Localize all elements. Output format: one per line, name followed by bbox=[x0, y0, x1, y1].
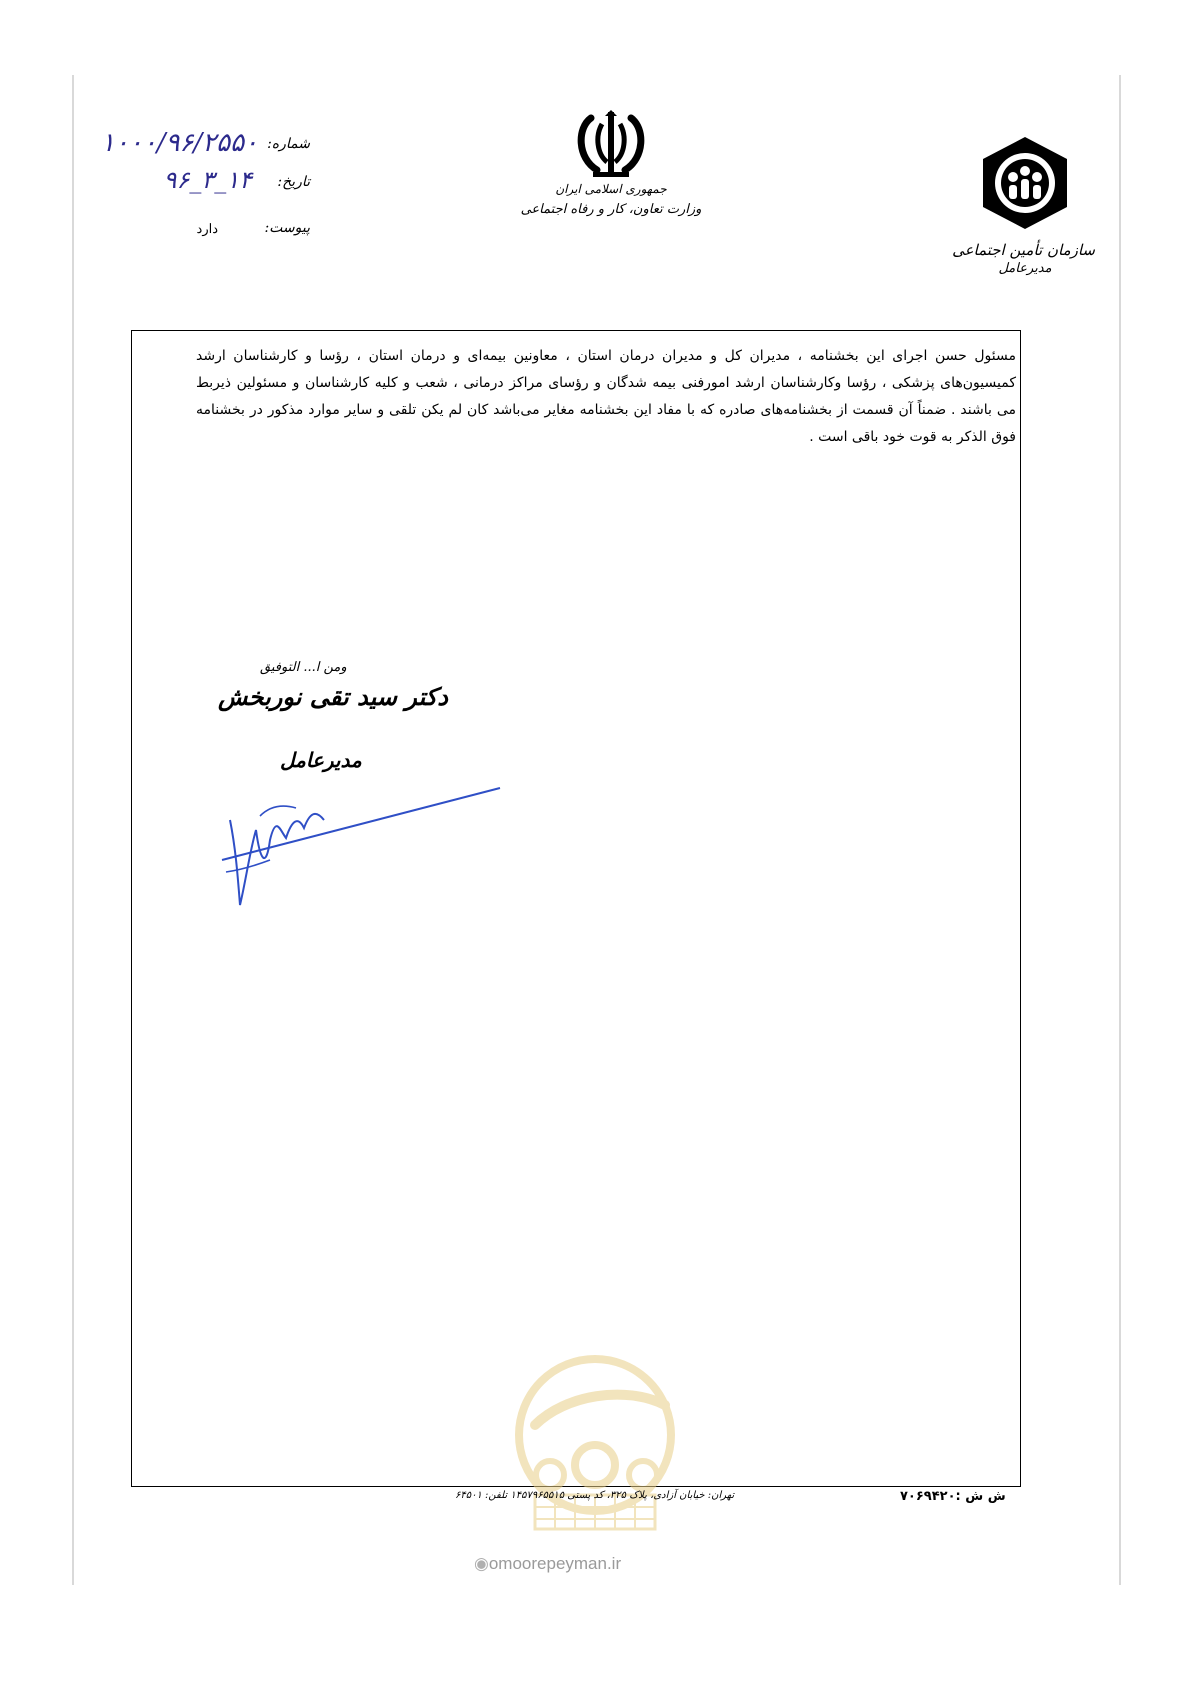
emblem-republic-text: جمهوری اسلامی ایران bbox=[555, 182, 667, 196]
number-label: شماره: bbox=[267, 136, 310, 152]
attachment-label: پیوست: bbox=[264, 220, 310, 236]
date-row bbox=[70, 166, 310, 202]
letter-body: مسئول حسن اجرای این بخشنامه ، مدیران کل و مدیران درمان استان ، معاونین بیمه‌ای و درمان استان ، رؤسا و کارشناسان ارشد کمیسیون‌های پزشکی ، رؤسا وکارشناسان ارشد امورفنی بیمه شدگان و رؤسای مراکز درمانی ، شعب و کلیه کارشناسان و مسئولین ذیربط می باشند . ضمناً آن قسمت از بخشنامه‌های صادره که با مفاد این بخشنامه مغایر می‌باشد کان لم یکن تلقی و سایر موارد مذکور در بخشنامه فوق الذکر به قوت خود باقی است . bbox=[196, 348, 1016, 445]
page-edge-right bbox=[1119, 75, 1121, 1585]
org-name: سازمان تأمین اجتماعی bbox=[952, 241, 1095, 259]
emblem-icon bbox=[571, 110, 651, 180]
signatory-name: دکتر سید تقی نوربخش bbox=[218, 682, 448, 711]
fax-number: ش ش :۷۰۶۹۴۲۰ bbox=[900, 1489, 1006, 1504]
letter-meta bbox=[70, 128, 310, 258]
iran-emblem bbox=[520, 110, 702, 246]
signatory-title: مدیرعامل bbox=[280, 748, 362, 772]
date-label: تاریخ: bbox=[277, 174, 310, 190]
page-edge-left bbox=[72, 75, 74, 1585]
attachment-value: دارد bbox=[196, 222, 218, 237]
date-value: ۹۶_۳_۱۴ bbox=[163, 166, 252, 194]
signature-closing: ومن ا... التوفیق bbox=[260, 660, 347, 675]
website-watermark bbox=[474, 1554, 621, 1574]
website-text: omoorepeyman.ir bbox=[488, 1554, 622, 1573]
org-block bbox=[952, 135, 1095, 285]
emblem-ministry-text: وزارت تعاون، کار و رفاه اجتماعی bbox=[520, 202, 702, 217]
globe-icon: ◉ bbox=[474, 1554, 489, 1573]
footer-address: تهران: خیابان آزادی، پلاک ۳۲۵، کد پستی ۱۴۵۷۹۶۵۵۱۵ تلفن: ۶۴۵۰۱ bbox=[455, 1490, 735, 1501]
signature-block bbox=[200, 660, 520, 920]
number-value: ۱۰۰۰/۹۶/۲۵۵۰ bbox=[100, 128, 258, 158]
handwritten-signature bbox=[200, 720, 520, 920]
org-subtitle: مدیرعامل bbox=[998, 261, 1052, 276]
attachment-row bbox=[70, 212, 310, 248]
org-logo-icon bbox=[977, 135, 1073, 231]
number-row bbox=[70, 128, 310, 164]
watermark-logo-icon bbox=[495, 1355, 695, 1535]
